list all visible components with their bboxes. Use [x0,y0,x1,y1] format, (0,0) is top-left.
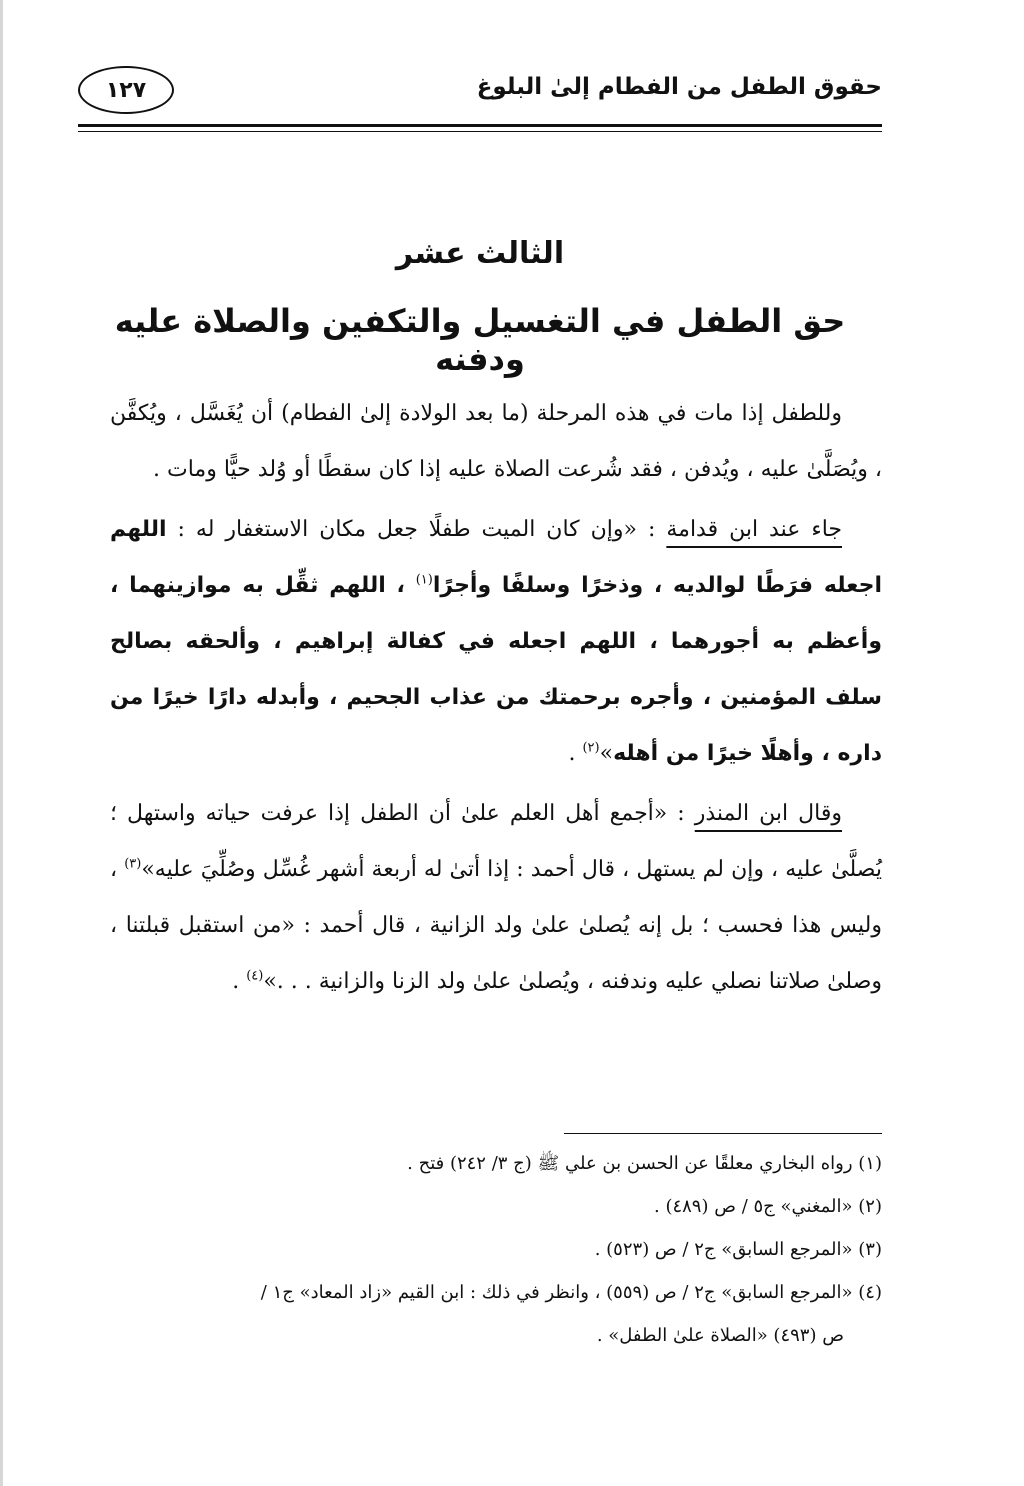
footnote-ref-3[interactable]: (٣) [124,856,142,872]
paragraph-3 [110,786,882,1010]
paragraph-3-end: . [232,969,247,994]
footnote-4-continued: ص (٤٩٣) «الصلاة علىٰ الطفل» . [596,1325,844,1346]
chapter-number: الثالث عشر [395,236,565,271]
paragraph-3-text-2: ، وليس هذا فحسب ؛ بل إنه يُصلىٰ علىٰ ولد الزانية ، قال أحمد : «من استقبل قبلتنا ، وصلىٰ صلاتنا نصلي عليه وندفنه ، ويُصلىٰ علىٰ ولد الزنا والزانية . . .» [110,857,882,994]
page-header [78,66,882,126]
footnotes [90,1142,882,1357]
dua-text-2: ، اللهم ثقِّل به موازينهما ، وأعظم به أجورهما ، اللهم اجعله في كفالة إبراهيم ، وألحقه بصالح سلف المؤمنين ، وأجره برحمتك من عذاب الجحيم ، وأبدله دارًا خيرًا من داره ، وأهلًا خيرًا من أهله [110,573,882,766]
footnote-4: (٤) «المرجع السابق» ج٢ / ص (٥٥٩) ، وانظر في ذلك : ابن القيم «زاد المعاد» ج١ / [260,1282,882,1303]
paragraph-2-end: . [568,741,583,766]
footnote-ref-4[interactable]: (٤) [246,968,264,984]
footnote-1: (١) رواه البخاري معلقًا عن الحسن بن علي ﷺ (ج ٣/ ٢٤٢) فتح . [407,1153,882,1174]
paragraph-1: وللطفل إذا مات في هذه المرحلة (ما بعد الولادة إلىٰ الفطام) أن يُغَسَّل ، ويُكفَّن ، ويُصَلَّىٰ عليه ، ويُدفن ، فقد شُرعت الصلاة عليه إذا كان سقطًا أو وُلد حيًّا ومات . [110,401,882,482]
footnote-2: (٢) «المغني» ج٥ / ص (٤٨٩) . [654,1196,882,1217]
footnote-ref-2[interactable]: (٢) [582,740,600,756]
footnote-separator [564,1133,882,1134]
footnote-ref-1[interactable]: (١) [415,572,433,588]
header-rule-thin [78,131,882,132]
running-title: حقوق الطفل من الفطام إلىٰ البلوغ [476,74,882,100]
body-text [110,386,882,1014]
source-ibn-al-mundhir: وقال ابن المنذر [694,801,842,826]
footnote-3: (٣) «المرجع السابق» ج٢ / ص (٥٢٣) . [594,1239,882,1260]
page-edge [0,0,3,1486]
paragraph-3-text-1: : «أجمع أهل العلم علىٰ أن الطفل إذا عرفت حياته واستهل ؛ يُصلَّىٰ عليه ، وإن لم يستهل ، قال أحمد : إذا أتىٰ له أربعة أشهر غُسِّل وصُلِّيَ عليه» [110,801,883,882]
dua-text-1: اللهم اجعله فرَطًا لوالديه ، وذخرًا وسلفًا وأجرًا [110,517,882,598]
chapter-title: حق الطفل في التغسيل والتكفين والصلاة عليه ودفنه [114,302,846,378]
paragraph-2 [110,502,882,782]
quote-close: » [599,741,614,766]
page-number-badge: ١٢٧ [78,66,174,114]
source-ibn-qudama: جاء عند ابن قدامة [666,517,842,542]
header-rule-thick [78,124,882,127]
paragraph-2-intro: : «وإن كان الميت طفلًا جعل مكان الاستغفار له : [166,517,667,542]
